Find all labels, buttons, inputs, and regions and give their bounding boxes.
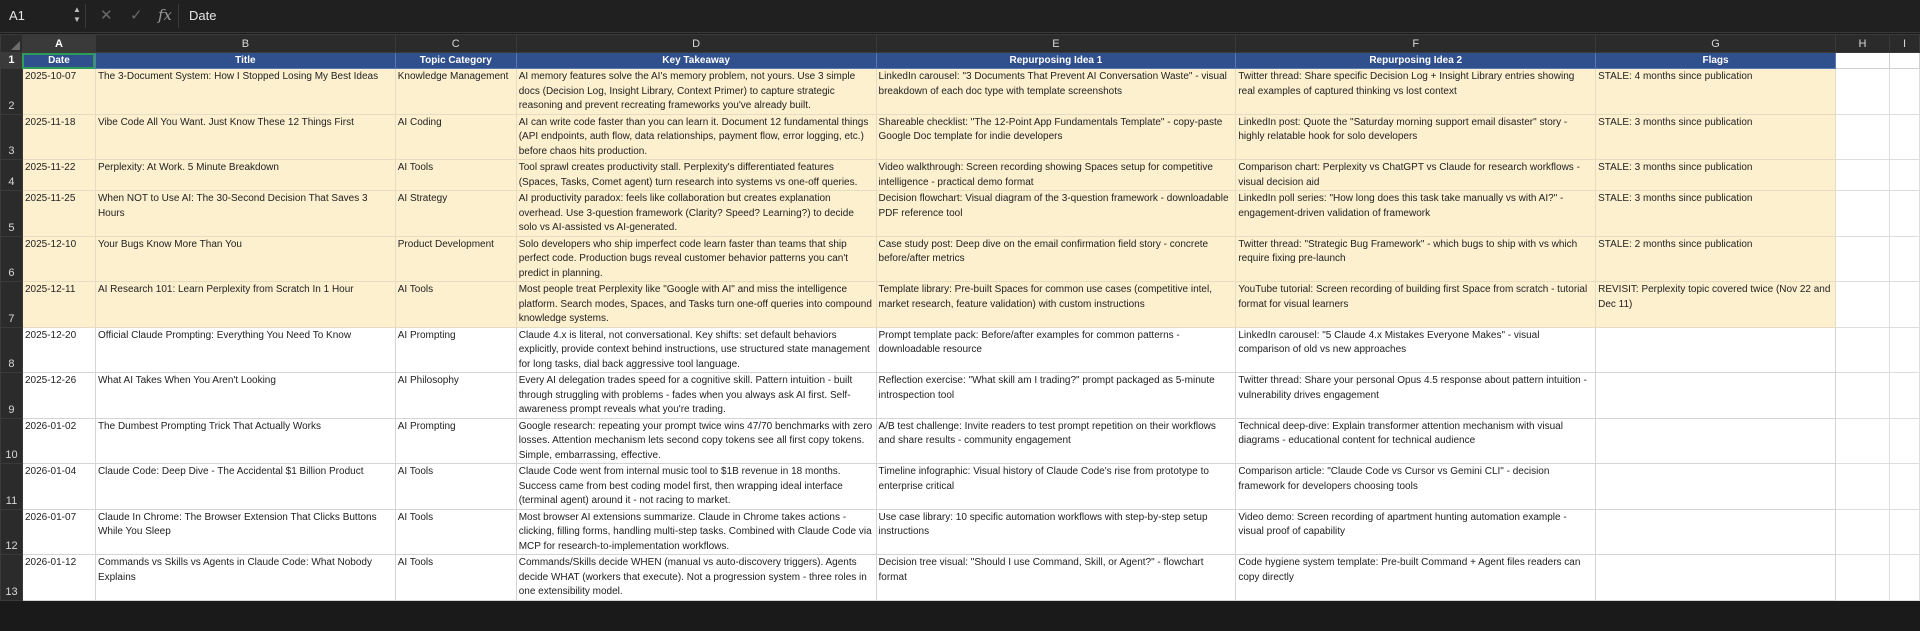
cell-repurposing-idea-1[interactable]: Case study post: Deep dive on the email confirmation field story - concrete before/after metrics: [876, 236, 1236, 282]
cell-repurposing-idea-1[interactable]: Shareable checklist: "The 12-Point App Fundamentals Template" - copy-paste Google Doc template for indie developers: [876, 114, 1236, 160]
cell-key-takeaway[interactable]: Claude 4.x is literal, not conversational. Key shifts: set default behaviors explicitly, provide context behind instructions, use structured state management for long tasks, dial back aggressive tool language.: [516, 327, 876, 373]
column-header[interactable]: H: [1835, 35, 1889, 53]
cell-repurposing-idea-2[interactable]: Technical deep-dive: Explain transformer attention mechanism with visual diagrams - educational content for technical audience: [1236, 418, 1596, 464]
cell-repurposing-idea-2[interactable]: LinkedIn poll series: "How long does this task take manually vs with AI?" - engagement-driven validation of framework: [1236, 191, 1596, 237]
header-cell-date[interactable]: Date: [22, 53, 95, 69]
select-all-corner[interactable]: [1, 35, 23, 53]
empty-cell[interactable]: [1835, 327, 1889, 373]
empty-cell[interactable]: [1889, 69, 1919, 115]
cell-key-takeaway[interactable]: Claude Code went from internal music tool to $1B revenue in 18 months. Success came from best coding model first, then wrapping ideal interface (terminal agent) around it - not racing to market.: [516, 464, 876, 510]
cell-title[interactable]: Vibe Code All You Want. Just Know These 12 Things First: [95, 114, 395, 160]
table-row: [1, 373, 1920, 419]
cell-key-takeaway[interactable]: Every AI delegation trades speed for a cognitive skill. Pattern intuition - built through struggling with problems - fades when you always ask AI first. Self-awareness prompt reveals what you're trading.: [516, 373, 876, 419]
cell-flags[interactable]: [1596, 373, 1836, 419]
cell-topic-category[interactable]: AI Philosophy: [395, 373, 516, 419]
cell-date[interactable]: 2026-01-07: [22, 509, 95, 555]
table-row: [1, 69, 1920, 115]
empty-cell[interactable]: [1889, 555, 1919, 601]
cell-date[interactable]: 2025-12-10: [22, 236, 95, 282]
cell-title[interactable]: What AI Takes When You Aren't Looking: [95, 373, 395, 419]
header-cell-key-takeaway[interactable]: Key Takeaway: [516, 53, 876, 69]
cell-title[interactable]: The 3-Document System: How I Stopped Losing My Best Ideas: [95, 69, 395, 115]
empty-cell[interactable]: [1835, 53, 1889, 69]
cell-topic-category[interactable]: AI Prompting: [395, 327, 516, 373]
table-row: [1, 114, 1920, 160]
cell-repurposing-idea-1[interactable]: LinkedIn carousel: "3 Documents That Prevent AI Conversation Waste" - visual breakdown of each doc type with template screenshots: [876, 69, 1236, 115]
name-box-stepper-icon[interactable]: ▲ ▼: [73, 5, 81, 24]
function-icon[interactable]: fx: [158, 6, 173, 24]
row-header[interactable]: 11: [1, 464, 23, 510]
empty-cell[interactable]: [1835, 373, 1889, 419]
empty-cell[interactable]: [1835, 114, 1889, 160]
cell-key-takeaway[interactable]: Commands/Skills decide WHEN (manual vs auto-discovery triggers). Agents decide WHAT (workers that execute). Not a progression system - three roles in one extensibility model.: [516, 555, 876, 601]
cell-repurposing-idea-2[interactable]: Code hygiene system template: Pre-built Command + Agent files readers can copy directly: [1236, 555, 1596, 601]
cell-flags[interactable]: STALE: 3 months since publication: [1596, 191, 1836, 237]
cell-topic-category[interactable]: AI Tools: [395, 282, 516, 328]
row-header[interactable]: 12: [1, 509, 23, 555]
cell-flags[interactable]: STALE: 2 months since publication: [1596, 236, 1836, 282]
cell-date[interactable]: 2026-01-12: [22, 555, 95, 601]
empty-cell[interactable]: [1835, 555, 1889, 601]
cell-repurposing-idea-2[interactable]: Comparison article: "Claude Code vs Cursor vs Gemini CLI" - decision framework for developers choosing tools: [1236, 464, 1596, 510]
cell-flags[interactable]: [1596, 464, 1836, 510]
table-row: [1, 327, 1920, 373]
cell-title[interactable]: Commands vs Skills vs Agents in Claude Code: What Nobody Explains: [95, 555, 395, 601]
grid-table: [0, 34, 1920, 601]
cell-repurposing-idea-2[interactable]: Twitter thread: Share specific Decision Log + Insight Library entries showing real examples of captured thinking vs lost context: [1236, 69, 1596, 115]
cell-flags[interactable]: STALE: 4 months since publication: [1596, 69, 1836, 115]
cell-key-takeaway[interactable]: AI memory features solve the AI's memory problem, not yours. Use 3 simple docs (Decision Log, Insight Library, Context Primer) to capture strategic reasoning and prevent recreating frameworks you've already built.: [516, 69, 876, 115]
cell-title[interactable]: Claude Code: Deep Dive - The Accidental $1 Billion Product: [95, 464, 395, 510]
cell-title[interactable]: Your Bugs Know More Than You: [95, 236, 395, 282]
formula-input[interactable]: Date: [178, 4, 1918, 28]
data-rows: [1, 69, 1920, 601]
cell-flags[interactable]: REVISIT: Perplexity topic covered twice (Nov 22 and Dec 11): [1596, 282, 1836, 328]
cell-repurposing-idea-1[interactable]: Timeline infographic: Visual history of Claude Code's rise from prototype to enterprise critical: [876, 464, 1236, 510]
cell-key-takeaway[interactable]: Google research: repeating your prompt twice wins 47/70 benchmarks with zero losses. Attention mechanism lets second copy tokens see all first copy tokens. Simple, embarrassing, effective.: [516, 418, 876, 464]
table-row: [1, 418, 1920, 464]
formula-bar: [0, 0, 1920, 33]
cell-topic-category[interactable]: AI Prompting: [395, 418, 516, 464]
cell-repurposing-idea-1[interactable]: Reflection exercise: "What skill am I trading?" prompt packaged as 5-minute introspection tool: [876, 373, 1236, 419]
empty-cell[interactable]: [1835, 418, 1889, 464]
empty-cell[interactable]: [1889, 373, 1919, 419]
header-cell-title[interactable]: Title: [95, 53, 395, 69]
table-row: [1, 555, 1920, 601]
cell-title[interactable]: The Dumbest Prompting Trick That Actually Works: [95, 418, 395, 464]
cell-flags[interactable]: [1596, 418, 1836, 464]
row-header[interactable]: 5: [1, 191, 23, 237]
column-header[interactable]: A: [22, 35, 95, 53]
cell-repurposing-idea-1[interactable]: Decision flowchart: Visual diagram of the 3-question framework - downloadable PDF reference tool: [876, 191, 1236, 237]
cell-flags[interactable]: [1596, 509, 1836, 555]
cell-topic-category[interactable]: Product Development: [395, 236, 516, 282]
table-row: [1, 236, 1920, 282]
cell-repurposing-idea-2[interactable]: Twitter thread: Share your personal Opus 4.5 response about pattern intuition - vulnerability drives engagement: [1236, 373, 1596, 419]
cell-repurposing-idea-2[interactable]: Twitter thread: "Strategic Bug Framework" - which bugs to ship with vs which require fixing pre-launch: [1236, 236, 1596, 282]
cell-repurposing-idea-2[interactable]: YouTube tutorial: Screen recording of building first Space from scratch - tutorial format for visual learners: [1236, 282, 1596, 328]
table-row: [1, 160, 1920, 191]
cell-repurposing-idea-1[interactable]: Prompt template pack: Before/after examples for common patterns - downloadable resource: [876, 327, 1236, 373]
cell-repurposing-idea-2[interactable]: Video demo: Screen recording of apartment hunting automation example - visual proof of capability: [1236, 509, 1596, 555]
close-icon[interactable]: ✕: [100, 7, 113, 24]
cell-topic-category[interactable]: AI Tools: [395, 160, 516, 191]
empty-cell[interactable]: [1889, 53, 1919, 69]
table-row: [1, 282, 1920, 328]
row-header[interactable]: 4: [1, 160, 23, 191]
empty-cell[interactable]: [1835, 464, 1889, 510]
empty-cell[interactable]: [1835, 69, 1889, 115]
cell-title[interactable]: Official Claude Prompting: Everything You Need To Know: [95, 327, 395, 373]
row-header[interactable]: 7: [1, 282, 23, 328]
column-header[interactable]: B: [95, 35, 395, 53]
cell-title[interactable]: Perplexity: At Work. 5 Minute Breakdown: [95, 160, 395, 191]
cell-repurposing-idea-2[interactable]: LinkedIn carousel: "5 Claude 4.x Mistakes Everyone Makes" - visual comparison of old vs new approaches: [1236, 327, 1596, 373]
header-cell-repurposing-idea-2[interactable]: Repurposing Idea 2: [1236, 53, 1596, 69]
cell-title[interactable]: When NOT to Use AI: The 30-Second Decision That Saves 3 Hours: [95, 191, 395, 237]
cell-date[interactable]: 2025-11-22: [22, 160, 95, 191]
empty-cell[interactable]: [1889, 160, 1919, 191]
row-header[interactable]: 2: [1, 69, 23, 115]
row-header[interactable]: 10: [1, 418, 23, 464]
cell-flags[interactable]: [1596, 327, 1836, 373]
header-cell-topic-category[interactable]: Topic Category: [395, 53, 516, 69]
cell-flags[interactable]: STALE: 3 months since publication: [1596, 114, 1836, 160]
column-header-row: [1, 35, 1920, 53]
header-row: [1, 53, 1920, 69]
empty-cell[interactable]: [1835, 160, 1889, 191]
empty-cell[interactable]: [1889, 327, 1919, 373]
row-header[interactable]: 1: [1, 53, 23, 69]
empty-cell[interactable]: [1835, 191, 1889, 237]
cell-date[interactable]: 2025-12-26: [22, 373, 95, 419]
cell-topic-category[interactable]: AI Strategy: [395, 191, 516, 237]
cell-flags[interactable]: [1596, 555, 1836, 601]
cell-key-takeaway[interactable]: Tool sprawl creates productivity stall. Perplexity's differentiated features (Spaces, Tasks, Comet agent) turn research into systems vs one-off queries.: [516, 160, 876, 191]
check-icon[interactable]: ✓: [130, 7, 143, 24]
empty-cell[interactable]: [1889, 282, 1919, 328]
cell-topic-category[interactable]: AI Tools: [395, 464, 516, 510]
spreadsheet-grid: [0, 34, 1920, 631]
cell-key-takeaway[interactable]: Most people treat Perplexity like "Google with AI" and miss the intelligence platform. Search modes, Spaces, and Tasks turn one-off queries into compound knowledge systems.: [516, 282, 876, 328]
row-header[interactable]: 8: [1, 327, 23, 373]
cell-repurposing-idea-1[interactable]: Use case library: 10 specific automation workflows with step-by-step setup instructions: [876, 509, 1236, 555]
cell-date[interactable]: 2025-11-18: [22, 114, 95, 160]
column-header[interactable]: D: [516, 35, 876, 53]
row-header[interactable]: 3: [1, 114, 23, 160]
empty-cell[interactable]: [1835, 509, 1889, 555]
row-header[interactable]: 6: [1, 236, 23, 282]
cell-key-takeaway[interactable]: AI can write code faster than you can learn it. Document 12 fundamental things (API endpoints, auth flow, data relationships, payment flow, error logging, etc.) before chaos hits production.: [516, 114, 876, 160]
column-header[interactable]: F: [1236, 35, 1596, 53]
empty-cell[interactable]: [1835, 236, 1889, 282]
cell-title[interactable]: Claude In Chrome: The Browser Extension That Clicks Buttons While You Sleep: [95, 509, 395, 555]
header-cell-repurposing-idea-1[interactable]: Repurposing Idea 1: [876, 53, 1236, 69]
cell-date[interactable]: 2025-12-11: [22, 282, 95, 328]
cell-key-takeaway[interactable]: AI productivity paradox: feels like collaboration but creates explanation overhead. Use 3-question framework (Clarity? Speed? Learning?) to decide solo vs AI-assisted vs AI-generated.: [516, 191, 876, 237]
column-header[interactable]: C: [395, 35, 516, 53]
cell-repurposing-idea-1[interactable]: Decision tree visual: "Should I use Command, Skill, or Agent?" - flowchart format: [876, 555, 1236, 601]
empty-cell[interactable]: [1889, 191, 1919, 237]
cell-topic-category[interactable]: AI Tools: [395, 555, 516, 601]
empty-cell[interactable]: [1835, 282, 1889, 328]
empty-cell[interactable]: [1889, 509, 1919, 555]
cell-date[interactable]: 2025-11-25: [22, 191, 95, 237]
table-row: [1, 509, 1920, 555]
cell-key-takeaway[interactable]: Most browser AI extensions summarize. Claude in Chrome takes actions - clicking, filling forms, handling multi-step tasks. Combined with Claude Code via MCP for research-to-implementation workflows.: [516, 509, 876, 555]
cell-repurposing-idea-1[interactable]: Video walkthrough: Screen recording showing Spaces setup for competitive intelligence - practical demo format: [876, 160, 1236, 191]
column-header[interactable]: E: [876, 35, 1236, 53]
row-header[interactable]: 9: [1, 373, 23, 419]
cell-repurposing-idea-1[interactable]: A/B test challenge: Invite readers to test prompt repetition on their workflows and share results - community engagement: [876, 418, 1236, 464]
cell-repurposing-idea-2[interactable]: LinkedIn post: Quote the "Saturday morning support email disaster" story - highly relatable hook for solo developers: [1236, 114, 1596, 160]
column-header[interactable]: G: [1596, 35, 1836, 53]
header-cell-flags[interactable]: Flags: [1596, 53, 1836, 69]
cell-topic-category[interactable]: AI Coding: [395, 114, 516, 160]
empty-cell[interactable]: [1889, 236, 1919, 282]
table-row: [1, 191, 1920, 237]
cell-topic-category[interactable]: AI Tools: [395, 509, 516, 555]
cell-repurposing-idea-2[interactable]: Comparison chart: Perplexity vs ChatGPT vs Claude for research workflows - visual decision aid: [1236, 160, 1596, 191]
cell-repurposing-idea-1[interactable]: Template library: Pre-built Spaces for common use cases (competitive intel, market research, feature validation) with custom instructions: [876, 282, 1236, 328]
row-header[interactable]: 13: [1, 555, 23, 601]
name-box[interactable]: A1: [0, 4, 86, 28]
cell-date[interactable]: 2025-10-07: [22, 69, 95, 115]
empty-cell[interactable]: [1889, 464, 1919, 510]
cell-date[interactable]: 2026-01-04: [22, 464, 95, 510]
table-row: [1, 464, 1920, 510]
cell-flags[interactable]: STALE: 3 months since publication: [1596, 160, 1836, 191]
cell-date[interactable]: 2026-01-02: [22, 418, 95, 464]
empty-cell[interactable]: [1889, 418, 1919, 464]
empty-cell[interactable]: [1889, 114, 1919, 160]
cell-key-takeaway[interactable]: Solo developers who ship imperfect code learn faster than teams that ship perfect code. Production bugs reveal customer behavior patterns you can't predict in planning.: [516, 236, 876, 282]
cell-topic-category[interactable]: Knowledge Management: [395, 69, 516, 115]
column-header[interactable]: I: [1889, 35, 1919, 53]
cell-date[interactable]: 2025-12-20: [22, 327, 95, 373]
cell-title[interactable]: AI Research 101: Learn Perplexity from Scratch In 1 Hour: [95, 282, 395, 328]
